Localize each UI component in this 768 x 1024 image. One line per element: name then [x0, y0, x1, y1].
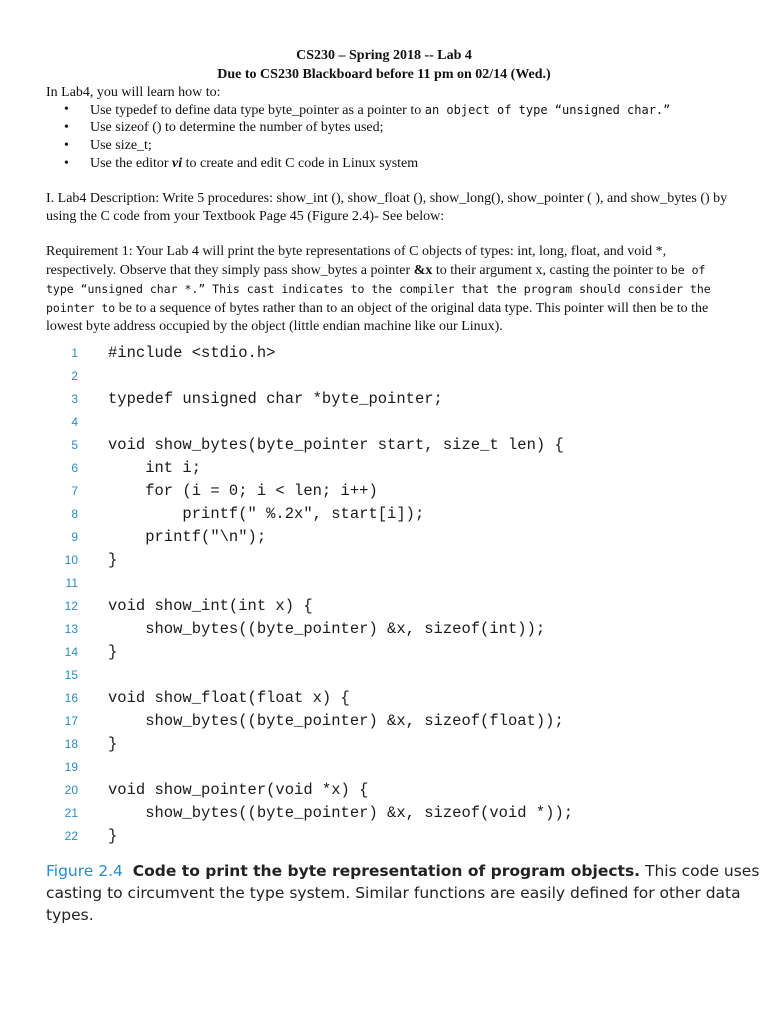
- code-text: typedef unsigned char *byte_pointer;: [108, 390, 443, 408]
- req-part-2: to their argument x, casting the pointer to: [432, 263, 671, 278]
- code-text: }: [108, 735, 118, 753]
- bullet-icon: •: [64, 138, 69, 153]
- goal-4-text-end: to create and edit C code in Linux system: [182, 156, 419, 171]
- list-item: [46, 137, 670, 155]
- code-line: [40, 595, 760, 618]
- goal-2-text: Use sizeof () to determine the number of bytes used;: [90, 120, 384, 135]
- code-line: [40, 388, 760, 411]
- code-text: show_bytes((byte_pointer) &x, sizeof(float));: [108, 712, 564, 730]
- goal-4-emphasis: vi: [172, 156, 183, 171]
- list-item: [46, 119, 670, 137]
- code-line: [40, 641, 760, 664]
- requirement-paragraph: [46, 243, 736, 336]
- due-date: Due to CS230 Blackboard before 11 pm on 02/14 (Wed.): [217, 67, 551, 82]
- line-number: 12: [64, 599, 78, 613]
- code-text: void show_pointer(void *x) {: [108, 781, 369, 799]
- line-number: 20: [64, 783, 78, 797]
- code-text: void show_float(float x) {: [108, 689, 350, 707]
- line-number: 11: [65, 576, 78, 590]
- code-text: int i;: [108, 459, 202, 477]
- list-item: [46, 155, 670, 173]
- req-bold: &x: [413, 263, 433, 278]
- course-title: CS230 – Spring 2018 -- Lab 4: [296, 48, 472, 63]
- line-number: 14: [64, 645, 78, 659]
- title-block: [0, 46, 768, 84]
- bullet-icon: •: [64, 156, 69, 171]
- code-line: [40, 664, 760, 687]
- code-line: [40, 526, 760, 549]
- lab-description: I. Lab4 Description: Write 5 procedures: show_int (), show_float (), show_long(), show_pointer ( ), and show_bytes () by using the C code from your Textbook Page 45 (Figure 2.4)- See below:: [46, 191, 728, 224]
- learning-goals-list: [46, 101, 670, 173]
- req-mono: be of type “unsigned char *.” This cast indicates to the compiler that the program should consider the pointer to: [46, 263, 711, 315]
- code-line: [40, 480, 760, 503]
- line-number: 6: [71, 461, 78, 475]
- figure-caption: [46, 860, 764, 926]
- line-number: 2: [71, 369, 78, 383]
- line-number: 3: [71, 392, 78, 406]
- code-text: void show_int(int x) {: [108, 597, 313, 615]
- code-line: [40, 342, 760, 365]
- code-line: [40, 687, 760, 710]
- goal-4-text: Use the editor: [90, 156, 173, 171]
- code-line: [40, 411, 760, 434]
- line-number: 19: [64, 760, 78, 774]
- code-line: [40, 618, 760, 641]
- line-number: 13: [64, 622, 78, 636]
- line-number: 10: [64, 553, 78, 567]
- line-number: 4: [71, 415, 78, 429]
- code-line: [40, 756, 760, 779]
- code-text: printf("\n");: [108, 528, 267, 546]
- code-line: [40, 779, 760, 802]
- line-number: 22: [64, 829, 78, 843]
- line-number: 7: [71, 484, 78, 498]
- intro-text: In Lab4, you will learn how to:: [46, 85, 221, 100]
- code-line: [40, 733, 760, 756]
- figure-label: Figure 2.4: [46, 862, 123, 880]
- line-number: 18: [64, 737, 78, 751]
- req-part-1: Requirement 1: Your Lab 4 will print the byte representations of C objects of types: int, long, float, and void *, respectively. Observe that they simply pass show_bytes a pointer: [46, 244, 667, 278]
- goal-3-text: Use size_t;: [90, 138, 152, 153]
- list-item: [46, 101, 670, 119]
- line-number: 16: [64, 691, 78, 705]
- line-number: 1: [71, 346, 78, 360]
- line-number: 5: [71, 438, 78, 452]
- code-text: }: [108, 827, 118, 845]
- figure-title: Code to print the byte representation of program objects.: [132, 862, 641, 880]
- code-text: }: [108, 551, 118, 569]
- code-line: [40, 549, 760, 572]
- bullet-icon: •: [64, 120, 69, 135]
- code-line: [40, 572, 760, 595]
- code-line: [40, 365, 760, 388]
- code-text: for (i = 0; i < len; i++): [108, 482, 378, 500]
- line-number: 9: [71, 530, 78, 544]
- goal-1-text: Use typedef to define data type byte_pointer as a pointer to: [90, 103, 425, 118]
- code-line: [40, 503, 760, 526]
- code-text: show_bytes((byte_pointer) &x, sizeof(void *));: [108, 804, 574, 822]
- line-number: 21: [64, 806, 78, 820]
- code-text: #include <stdio.h>: [108, 344, 276, 362]
- goal-1-mono: an object of type “unsigned char.”: [424, 103, 671, 117]
- line-number: 17: [64, 714, 78, 728]
- code-line: [40, 434, 760, 457]
- line-number: 15: [64, 668, 78, 682]
- code-text: }: [108, 643, 118, 661]
- code-line: [40, 802, 760, 825]
- figure-body: This code uses casting to circumvent the type system. Similar functions are easily defined for other data types.: [46, 862, 760, 924]
- req-part-3: be to a sequence of bytes rather than to an object of the original data type. This pointer will then be to the lowest byte address occupied by the object (little endian machine like our Linux).: [46, 301, 709, 334]
- code-text: printf(" %.2x", start[i]);: [108, 505, 425, 523]
- code-line: [40, 825, 760, 848]
- code-text: void show_bytes(byte_pointer start, size_t len) {: [108, 436, 564, 454]
- code-line: [40, 457, 760, 480]
- bullet-icon: •: [64, 102, 69, 117]
- code-listing: [40, 342, 760, 848]
- line-number: 8: [71, 507, 78, 521]
- code-line: [40, 710, 760, 733]
- code-text: show_bytes((byte_pointer) &x, sizeof(int));: [108, 620, 546, 638]
